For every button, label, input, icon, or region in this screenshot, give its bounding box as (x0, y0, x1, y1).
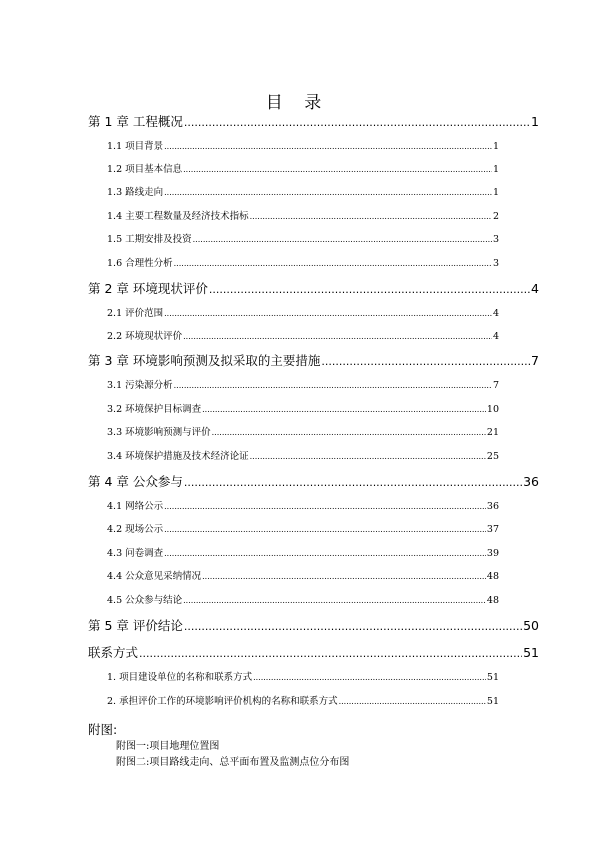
toc-label: 1. 项目建设单位的名称和联系方式 (107, 672, 253, 683)
toc-leader (183, 165, 492, 173)
toc-section-3-2[interactable] (107, 401, 499, 415)
toc-section-2-1[interactable] (107, 305, 499, 319)
toc-section-4-5[interactable] (107, 592, 499, 606)
toc-leader (164, 502, 486, 510)
toc-label: 1.2 项目基本信息 (107, 164, 183, 175)
toc-label: 联系方式 (88, 645, 139, 660)
toc-label: 1.6 合理性分析 (107, 258, 173, 269)
toc-leader (253, 673, 486, 681)
toc-page: 21 (486, 427, 499, 438)
toc-page: 7 (492, 380, 499, 391)
toc-page: 37 (486, 524, 499, 535)
toc-page: 3 (492, 258, 499, 269)
toc-page: 1 (492, 164, 499, 175)
toc-label: 第 1 章 工程概况 (88, 114, 183, 129)
toc-section-4-4[interactable] (107, 568, 499, 582)
toc-chapter-3[interactable] (88, 351, 539, 369)
toc-label: 4.2 现场公示 (107, 524, 164, 535)
toc-label: 4.5 公众参与结论 (107, 595, 183, 606)
toc-section-4-2[interactable] (107, 521, 499, 535)
toc-leader (212, 428, 486, 436)
toc-label: 4.4 公众意见采纳情况 (107, 571, 202, 582)
toc-contact-2[interactable] (107, 693, 499, 707)
toc-page: 51 (523, 645, 539, 660)
toc-page: 1 (531, 114, 539, 129)
toc-page: 51 (486, 696, 499, 707)
toc-label: 1.1 项目背景 (107, 141, 164, 152)
toc-label: 3.2 环境保护目标调查 (107, 404, 202, 415)
toc-label: 4.3 问卷调查 (107, 548, 164, 559)
toc-page: 48 (486, 571, 499, 582)
toc-page: 51 (486, 672, 499, 683)
toc-label: 3.3 环境影响预测与评价 (107, 427, 211, 438)
toc-label: 第 5 章 评价结论 (88, 618, 183, 633)
toc-label: 3.1 污染源分析 (107, 380, 173, 391)
toc-label: 1.4 主要工程数量及经济技术指标 (107, 211, 249, 222)
toc-leader (250, 452, 486, 460)
toc-page: 10 (486, 404, 499, 415)
toc-leader (339, 697, 486, 705)
toc-section-4-1[interactable] (107, 498, 499, 512)
toc-page: 48 (486, 595, 499, 606)
toc-leader (183, 332, 492, 340)
toc-page: 25 (486, 451, 499, 462)
toc-chapter-4[interactable] (88, 472, 539, 490)
toc-chapter-2[interactable] (88, 279, 539, 297)
appendix-heading: 附图: (88, 722, 118, 737)
toc-leader (174, 381, 492, 389)
toc-section-1-2[interactable] (107, 161, 499, 175)
toc-page: 4 (492, 308, 499, 319)
toc-leader (193, 235, 492, 243)
toc-leader (184, 116, 530, 127)
toc-leader (209, 283, 530, 294)
toc-chapter-1[interactable] (88, 112, 539, 130)
toc-page: 2 (492, 211, 499, 222)
toc-section-1-4[interactable] (107, 208, 499, 222)
toc-section-3-1[interactable] (107, 377, 499, 391)
toc-page: 36 (523, 474, 539, 489)
toc-page: 50 (523, 618, 539, 633)
toc-leader (164, 549, 486, 557)
toc-leader (164, 525, 486, 533)
toc-page: 36 (486, 501, 499, 512)
toc-page: 4 (492, 331, 499, 342)
toc-page: 39 (486, 548, 499, 559)
toc-label: 1.5 工期安排及投资 (107, 234, 192, 245)
toc-label: 2.2 环境现状评价 (107, 331, 183, 342)
toc-section-1-5[interactable] (107, 231, 499, 245)
toc-leader (183, 596, 486, 604)
toc-page: 7 (531, 353, 539, 368)
toc-page: 1 (492, 187, 499, 198)
toc-label: 1.3 路线走向 (107, 187, 164, 198)
toc-label: 2.1 评价范围 (107, 308, 164, 319)
toc-title: 目 录 (265, 93, 330, 113)
appendix-figure-1: 附图一:项目地理位置图 (116, 741, 220, 752)
toc-label: 3.4 环境保护措施及技术经济论证 (107, 451, 249, 462)
toc-contact-1[interactable] (107, 669, 499, 683)
toc-leader (164, 309, 492, 317)
toc-leader (202, 572, 486, 580)
toc-leader (202, 405, 486, 413)
toc-leader (321, 355, 530, 366)
toc-section-4-3[interactable] (107, 545, 499, 559)
toc-leader (164, 188, 492, 196)
toc-label: 第 3 章 环境影响预测及拟采取的主要措施 (88, 353, 321, 368)
toc-section-1-6[interactable] (107, 255, 499, 269)
toc-label: 第 4 章 公众参与 (88, 474, 183, 489)
toc-page: 1 (492, 141, 499, 152)
toc-label: 2. 承担评价工作的环境影响评价机构的名称和联系方式 (107, 696, 338, 707)
toc-section-3-4[interactable] (107, 448, 499, 462)
toc-section-1-3[interactable] (107, 184, 499, 198)
toc-contact[interactable] (88, 643, 539, 661)
toc-page: 4 (531, 281, 539, 296)
toc-leader (184, 476, 522, 487)
toc-leader (250, 212, 492, 220)
toc-leader (139, 647, 522, 658)
toc-label: 4.1 网络公示 (107, 501, 164, 512)
toc-page: 3 (492, 234, 499, 245)
toc-chapter-5[interactable] (88, 616, 539, 634)
toc-leader (184, 620, 522, 631)
toc-section-1-1[interactable] (107, 138, 499, 152)
toc-leader (164, 142, 492, 150)
toc-section-2-2[interactable] (107, 328, 499, 342)
toc-leader (174, 259, 492, 267)
toc-section-3-3[interactable] (107, 424, 499, 438)
toc-label: 第 2 章 环境现状评价 (88, 281, 208, 296)
appendix-figure-2: 附图二:项目路线走向、总平面布置及监测点位分布图 (116, 757, 350, 768)
